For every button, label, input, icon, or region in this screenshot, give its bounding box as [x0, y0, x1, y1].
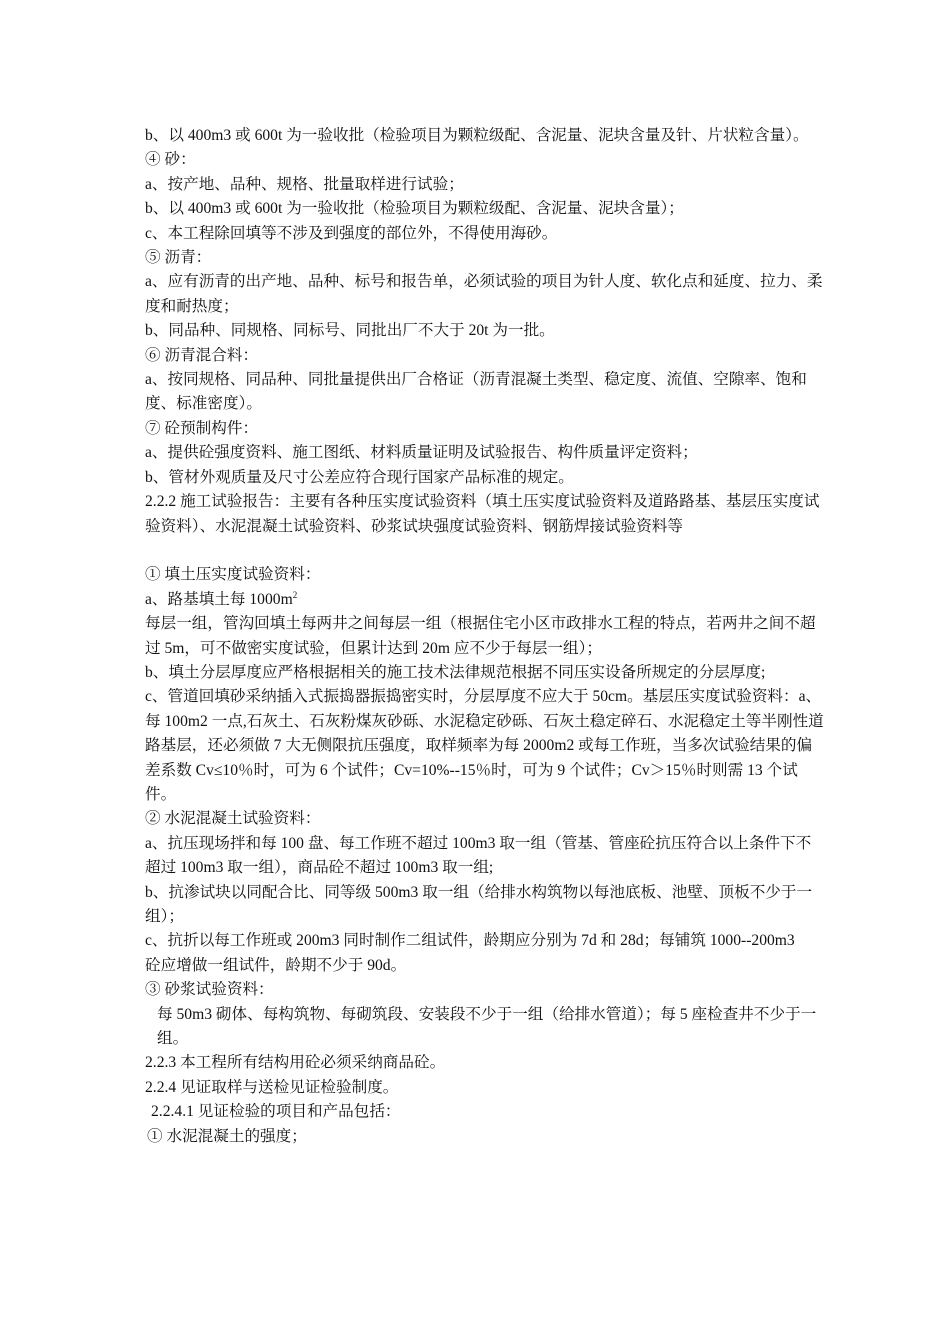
section-heading-precast: ⑦ 砼预制构件：	[145, 419, 259, 437]
text-line: c、本工程除回填等不涉及到强度的部位外，不得使用海砂。	[145, 224, 558, 242]
text-line: b、同品种、同规格、同标号、同批出厂不大于 20t 为一批。	[145, 322, 555, 340]
section-heading-cement-concrete: ② 水泥混凝土试验资料：	[145, 810, 321, 828]
document-body	[145, 124, 825, 1149]
text-line: b、以 400m3 或 600t 为一验收批（检验项目为颗粒级配、含泥量、泥块含量及针、片状粒含量）。	[145, 127, 809, 144]
text-line: a、抗压现场拌和每 100 盘、每工作班不超过 100m3 取一组（管基、管座砼抗压符合以上条件下不超过 100m3 取一组），商品砼不超过 100m3 取一组;	[145, 834, 812, 877]
section-heading-2-2-4-1: 2.2.4.1 见证检验的项目和产品包括：	[151, 1103, 401, 1121]
section-heading-fill-compaction: ① 填土压实度试验资料：	[145, 566, 321, 584]
section-heading-2-2-3: 2.2.3 本工程所有结构用砼必须采纳商品砼。	[145, 1054, 446, 1072]
section-heading-sand: ④ 砂：	[145, 151, 196, 169]
section-heading-2-2-4: 2.2.4 见证取样与送检见证检验制度。	[145, 1078, 399, 1096]
text-line: a、应有沥青的出产地、品种、标号和报告单，必须试验的项目为针人度、软化点和延度、拉力、柔度和耐热度；	[145, 273, 823, 315]
text-line: b、填土分层厚度应严格根据相关的施工技术法律规范根据不同压实设备所规定的分层厚度;	[145, 663, 766, 681]
text-line: ① 水泥混凝土的强度；	[147, 1127, 307, 1145]
text-line: b、管材外观质量及尺寸公差应符合现行国家产品标准的规定。	[145, 468, 574, 486]
section-heading-asphalt: ⑤ 沥青：	[145, 249, 212, 267]
section-heading-2-2-2: 2.2.2 施工试验报告：主要有各种压实度试验资料（填土压实度试验资料及道路路基、基层压实度试验资料）、水泥混凝土试验资料、砂浆试块强度试验资料、钢筋焊接试验资料等	[145, 493, 820, 535]
text-line: a、提供砼强度资料、施工图纸、材料质量证明及试验报告、构件质量评定资料；	[145, 444, 698, 462]
text-line: b、抗渗试块以同配合比、同等级 500m3 取一组（给排水构筑物以每池底板、池壁、顶板不少于一组）；	[145, 883, 813, 925]
text-line: a、路基填土每 1000m	[145, 590, 293, 608]
text-line-with-superscript	[145, 588, 825, 612]
text-line: b、以 400m3 或 600t 为一验收批（检验项目为颗粒级配、含泥量、泥块含量）；	[145, 200, 684, 218]
text-line: a、按同规格、同品种、同批量提供出厂合格证（沥青混凝土类型、稳定度、流值、空隙率、饱和度、标准密度）。	[145, 371, 807, 413]
superscript: 2	[292, 589, 298, 600]
section-heading-asphalt-mixture: ⑥ 沥青混合料：	[145, 346, 259, 364]
text-line: a、按产地、品种、规格、批量取样进行试验；	[145, 175, 464, 193]
section-heading-mortar: ③ 砂浆试验资料：	[145, 981, 274, 999]
text-line: 每 50m3 砌体、每构筑物、每砌筑段、安装段不少于一组（给排水管道）；每 5 座检查井不少于一组。	[157, 1005, 817, 1048]
text-line: 砼应增做一组试件，龄期不少于 90d。	[145, 956, 407, 974]
text-line: 每层一组，管沟回填土每两井之间每层一组（根据住宅小区市政排水工程的特点，若两井之间不超过 5m，可不做密实度试验，但累计达到 20m 应不少于每层一组）；	[145, 615, 816, 657]
blank-line	[145, 539, 825, 563]
text-line: c、管道回填砂采纳插入式振捣器振捣密实时，分层厚度不应大于 50cm。基层压实度试验资料：a、每 100m2 一点,石灰土、石灰粉煤灰砂砾、水泥稳定砂砾、石灰土稳定碎石、水泥稳定土等半刚性道路基层，还必须做 7 大无侧限抗压强度，取样频率为每 2000m2 或每工作班，当多次试验结果的偏差系数 Cv≤10％时，可为 6 个试件；Cv=10%--15％时，可为 9 个试件；Cv＞15％时则需 13 个试件。	[145, 688, 824, 803]
text-line: c、抗折以每工作班或 200m3 同时制作二组试件，龄期应分别为 7d 和 28d；每铺筑 1000--200m3	[145, 932, 795, 950]
